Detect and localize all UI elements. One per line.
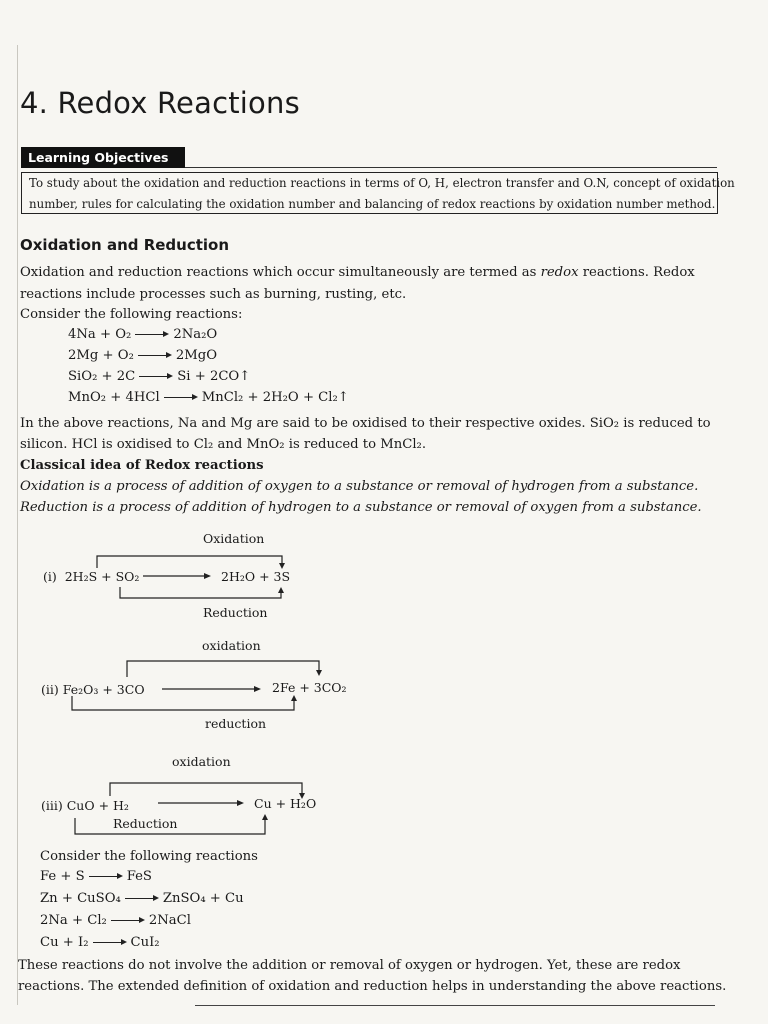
reduction-bracket xyxy=(120,587,281,598)
equation-rhs: Si + 2CO↑ xyxy=(177,369,251,384)
arrowhead-icon xyxy=(254,686,261,692)
arrowhead-icon xyxy=(237,800,244,806)
equation xyxy=(40,869,152,884)
diagram-index: (ii) xyxy=(41,682,59,697)
oxidation-bracket xyxy=(97,556,282,568)
oxidation-label: oxidation xyxy=(202,638,261,653)
intro-text: reactions. Redox xyxy=(578,265,695,280)
equation-lhs: SiO₂ + 2C xyxy=(68,369,136,384)
equation-rhs: CuI₂ xyxy=(130,935,160,950)
oxidation-label: oxidation xyxy=(172,754,231,769)
diagram-rhs: 2Fe + 3CO₂ xyxy=(272,680,347,695)
closing-line: reactions. The extended definition of oxidation and reduction helps in understanding the above reactions. xyxy=(18,979,727,994)
reduction-label: reduction xyxy=(205,716,267,731)
oxidation-bracket xyxy=(127,661,319,677)
equation-lhs: Zn + CuSO₄ xyxy=(40,891,121,906)
equation-rhs: 2MgO xyxy=(175,348,218,363)
arrow-icon xyxy=(125,894,159,904)
diagram-lhs: 2H₂S + SO₂ xyxy=(64,569,140,584)
equation-rhs: MnCl₂ + 2H₂O + Cl₂↑ xyxy=(201,390,349,405)
divider xyxy=(195,1005,715,1006)
arrow-icon xyxy=(89,872,123,882)
equation xyxy=(40,891,244,906)
oxidation-label: Oxidation xyxy=(203,531,265,546)
equation-rhs: 2Na₂O xyxy=(173,327,218,342)
intro-text: Oxidation and reduction reactions which occur simultaneously are termed as xyxy=(20,265,541,280)
reduction-bracket xyxy=(72,696,294,710)
arrowhead-icon xyxy=(262,814,268,820)
diagram-equation xyxy=(43,569,139,584)
equation-lhs: Fe + S xyxy=(40,869,85,884)
arrow-icon xyxy=(93,938,127,948)
classical-heading: Classical idea of Redox reactions xyxy=(20,458,264,473)
equation-rhs: ZnSO₄ + Cu xyxy=(162,891,244,906)
equation-lhs: 2Na + Cl₂ xyxy=(40,913,107,928)
arrowhead-icon xyxy=(204,573,211,579)
reduction-label: Reduction xyxy=(113,816,178,831)
explanation-line: In the above reactions, Na and Mg are said to be oxidised to their respective oxides. SiO₂ is reduced to xyxy=(20,416,711,431)
intro-line: Consider the following reactions: xyxy=(20,307,243,322)
reduction-definition: Reduction is a process of addition of hydrogen to a substance or removal of oxygen from a substance. xyxy=(20,500,702,515)
diagram-rhs: Cu + H₂O xyxy=(254,796,317,811)
diagram-equation xyxy=(41,682,145,697)
explanation-line: silicon. HCl is oxidised to Cl₂ and MnO₂ is reduced to MnCl₂. xyxy=(20,437,427,452)
equation-lhs: MnO₂ + 4HCl xyxy=(68,390,160,405)
consider-line: Consider the following reactions xyxy=(40,849,258,864)
equation-rhs: FeS xyxy=(126,869,152,884)
diagram-lhs: CuO + H₂ xyxy=(66,798,129,813)
oxidation-definition: Oxidation is a process of addition of oxygen to a substance or removal of hydrogen from a substance. xyxy=(20,479,699,494)
diagram-index: (i) xyxy=(43,569,57,584)
learning-objectives-label: Learning Objectives xyxy=(21,147,185,168)
closing-line: These reactions do not involve the addition or removal of oxygen or hydrogen. Yet, these are redox xyxy=(18,958,681,973)
equation-lhs: Cu + I₂ xyxy=(40,935,89,950)
equation xyxy=(40,913,191,928)
arrowhead-icon xyxy=(291,695,297,701)
diagram-lhs: Fe₂O₃ + 3CO xyxy=(62,682,145,697)
equation-lhs: 4Na + O₂ xyxy=(68,327,132,342)
objectives-line: To study about the oxidation and reduction reactions in terms of O, H, electron transfer and O.N, concept of oxidation xyxy=(29,176,735,190)
reduction-label: Reduction xyxy=(203,605,268,620)
arrow-icon xyxy=(111,916,145,926)
diagram-rhs: 2H₂O + 3S xyxy=(221,569,291,584)
arrowhead-icon xyxy=(316,670,322,676)
chapter-title: 4. Redox Reactions xyxy=(20,86,300,120)
equation-lhs: 2Mg + O₂ xyxy=(68,348,134,363)
equation-rhs: 2NaCl xyxy=(148,913,191,928)
equation xyxy=(40,935,160,950)
diagram-equation xyxy=(41,798,129,813)
objectives-line: number, rules for calculating the oxidation number and balancing of redox reactions by oxidation number method. xyxy=(29,197,716,211)
diagram-index: (iii) xyxy=(41,798,63,813)
intro-emphasis: redox xyxy=(540,265,579,280)
intro-line: reactions include processes such as burning, rusting, etc. xyxy=(20,287,407,302)
arrowhead-icon xyxy=(278,587,284,593)
oxidation-bracket xyxy=(110,783,302,796)
section-heading: Oxidation and Reduction xyxy=(20,236,230,254)
